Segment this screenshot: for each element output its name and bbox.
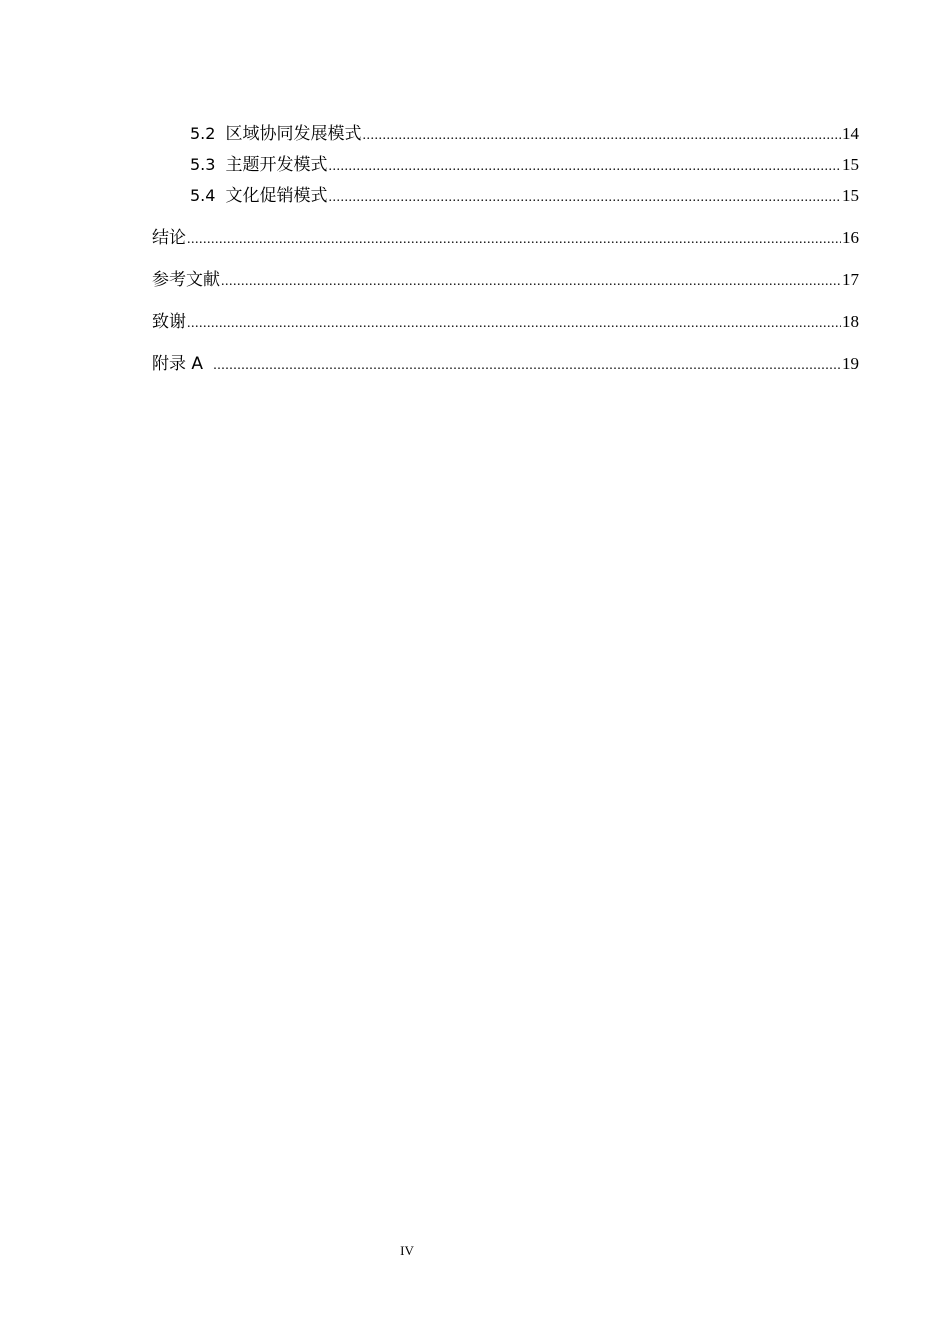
toc-entry-title: 参考文献 (152, 270, 220, 290)
toc-dot-leader (187, 224, 841, 255)
toc-entry-appendix-a[interactable] (152, 348, 859, 379)
toc-entry-5-2[interactable] (152, 118, 859, 149)
toc-entry-title: 文化促销模式 (225, 186, 328, 206)
toc-dot-leader (213, 350, 841, 381)
toc-entry-number: 5.2 (190, 124, 216, 143)
toc-entry-page: 16 (842, 228, 859, 247)
toc-entry-title: 结论 (152, 228, 186, 248)
toc-entry-title: 主题开发模式 (225, 155, 328, 175)
toc-dot-leader (221, 266, 841, 297)
toc-entry-conclusion[interactable] (152, 222, 859, 253)
toc-dot-leader (362, 120, 841, 151)
toc-dot-leader (328, 151, 841, 182)
toc-dot-leader (328, 182, 841, 213)
toc-dot-leader (187, 308, 841, 339)
toc-entry-title: 区域协同发展模式 (225, 124, 362, 144)
toc-entry-5-4[interactable] (152, 180, 859, 211)
toc-entry-page: 15 (842, 186, 859, 205)
toc-entry-page: 17 (842, 270, 859, 289)
toc-entry-page: 15 (842, 155, 859, 174)
toc-entry-number: 5.4 (190, 186, 216, 205)
toc-entry-page: 14 (842, 124, 859, 143)
toc-entry-title: 致谢 (152, 312, 186, 332)
toc-entry-page: 18 (842, 312, 859, 331)
toc-entry-acknowledgements[interactable] (152, 306, 859, 337)
toc-entry-title: 附录 A (152, 354, 204, 374)
toc-entry-references[interactable] (152, 264, 859, 295)
page-number-footer: IV (400, 1243, 414, 1258)
toc-entry-5-3[interactable] (152, 149, 859, 180)
table-of-contents (152, 118, 859, 379)
toc-entry-page: 19 (842, 354, 859, 373)
toc-entry-number: 5.3 (190, 155, 216, 174)
